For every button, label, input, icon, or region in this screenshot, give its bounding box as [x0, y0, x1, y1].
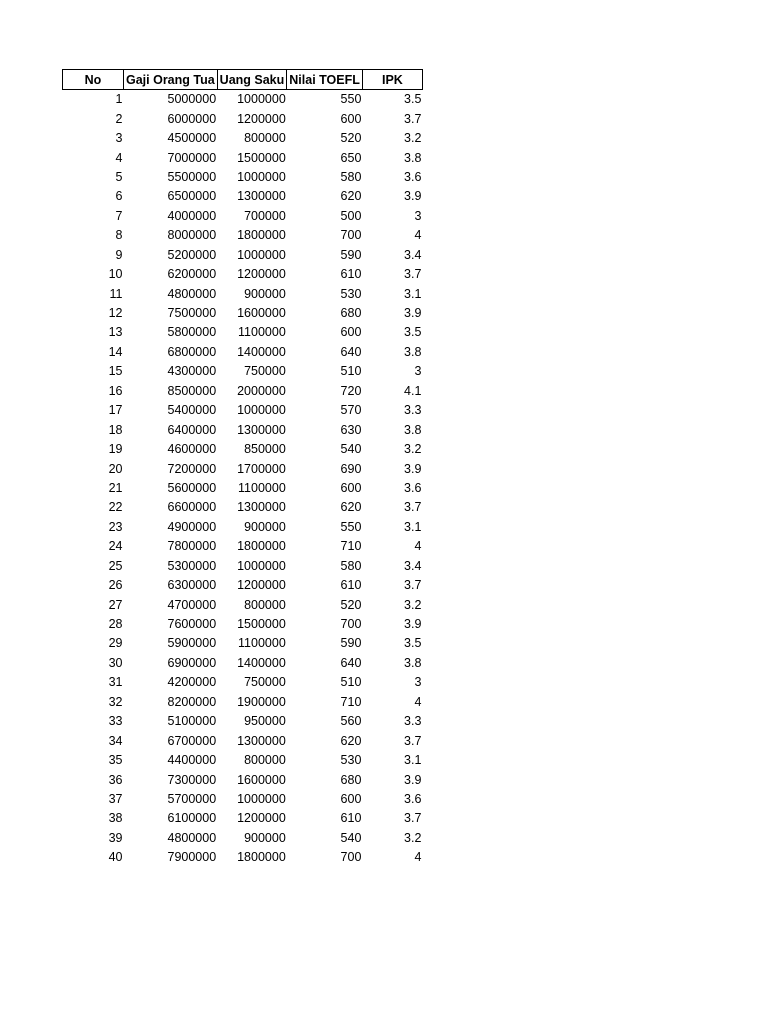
- cell-gaji-orang-tua[interactable]: 4600000: [167, 442, 217, 457]
- cell-nilai-toefl[interactable]: 620: [340, 733, 362, 748]
- cell-uang-saku[interactable]: 1900000: [237, 694, 286, 709]
- cell-uang-saku[interactable]: 1800000: [237, 539, 286, 554]
- cell-uang-saku[interactable]: 1500000: [237, 150, 286, 165]
- cell-no[interactable]: 24: [108, 539, 123, 554]
- cell-gaji-orang-tua[interactable]: 6600000: [167, 500, 217, 515]
- cell-no[interactable]: 8: [115, 228, 123, 243]
- table-row: [63, 557, 423, 576]
- cell-ipk[interactable]: 3.8: [404, 344, 422, 359]
- cell-nilai-toefl[interactable]: 600: [340, 111, 362, 126]
- cell-gaji-orang-tua[interactable]: 5600000: [167, 480, 217, 495]
- table-row: [63, 615, 423, 634]
- cell-nilai-toefl[interactable]: 570: [340, 403, 362, 418]
- cell-uang-saku[interactable]: 850000: [244, 442, 286, 457]
- table-row: [63, 148, 423, 167]
- cell-nilai-toefl[interactable]: 700: [340, 617, 362, 632]
- cell-no[interactable]: 13: [108, 325, 123, 340]
- cell-gaji-orang-tua[interactable]: 6100000: [167, 811, 217, 826]
- header-gaji-orang-tua[interactable]: [124, 70, 218, 90]
- cell-gaji-orang-tua[interactable]: 7300000: [167, 772, 217, 787]
- cell-uang-saku[interactable]: 1200000: [237, 811, 286, 826]
- table-header: [63, 70, 423, 90]
- cell-ipk[interactable]: 3.5: [404, 636, 422, 651]
- cell-ipk[interactable]: 3.1: [404, 286, 422, 301]
- cell-uang-saku[interactable]: 1400000: [237, 344, 286, 359]
- cell-ipk[interactable]: 3.8: [404, 655, 422, 670]
- cell-ipk[interactable]: 3.9: [404, 189, 422, 204]
- table-row: [63, 479, 423, 498]
- table-row: [63, 654, 423, 673]
- data-sheet: [62, 69, 423, 868]
- cell-gaji-orang-tua[interactable]: 5500000: [167, 169, 217, 184]
- cell-no[interactable]: 1: [115, 92, 123, 107]
- cell-no[interactable]: 30: [108, 655, 123, 670]
- cell-uang-saku[interactable]: 1000000: [237, 558, 286, 573]
- cell-no[interactable]: 22: [108, 500, 123, 515]
- cell-nilai-toefl[interactable]: 640: [340, 655, 362, 670]
- cell-nilai-toefl[interactable]: 680: [340, 306, 362, 321]
- cell-nilai-toefl[interactable]: 530: [340, 753, 362, 768]
- cell-ipk[interactable]: 4: [414, 228, 422, 243]
- cell-uang-saku[interactable]: 1600000: [237, 306, 286, 321]
- cell-ipk[interactable]: 3.7: [404, 578, 422, 593]
- cell-no[interactable]: 29: [108, 636, 123, 651]
- cell-gaji-orang-tua[interactable]: 5000000: [167, 92, 217, 107]
- cell-no[interactable]: 28: [108, 617, 123, 632]
- cell-nilai-toefl[interactable]: 590: [340, 636, 362, 651]
- table-row: [63, 751, 423, 770]
- header-no[interactable]: No: [63, 70, 124, 90]
- cell-ipk[interactable]: 3.7: [404, 111, 422, 126]
- table-row: [63, 187, 423, 206]
- cell-no[interactable]: 5: [115, 169, 123, 184]
- cell-nilai-toefl[interactable]: 580: [340, 169, 362, 184]
- table-row: [63, 498, 423, 517]
- cell-no[interactable]: 16: [108, 383, 123, 398]
- table-row: [63, 440, 423, 459]
- cell-ipk[interactable]: 3: [414, 675, 422, 690]
- cell-no[interactable]: 12: [108, 306, 123, 321]
- cell-ipk[interactable]: 3.4: [404, 247, 422, 262]
- cell-gaji-orang-tua[interactable]: 6700000: [167, 733, 217, 748]
- cell-uang-saku[interactable]: 2000000: [237, 383, 286, 398]
- cell-no[interactable]: 20: [108, 461, 123, 476]
- table-row: [63, 537, 423, 556]
- table-row: [63, 576, 423, 595]
- cell-no[interactable]: 35: [108, 753, 123, 768]
- cell-nilai-toefl[interactable]: 710: [340, 694, 362, 709]
- cell-uang-saku[interactable]: 1500000: [237, 617, 286, 632]
- cell-nilai-toefl[interactable]: 610: [340, 267, 362, 282]
- cell-uang-saku[interactable]: 1200000: [237, 578, 286, 593]
- cell-nilai-toefl[interactable]: 510: [340, 364, 362, 379]
- cell-no[interactable]: 31: [108, 675, 123, 690]
- cell-gaji-orang-tua[interactable]: 6500000: [167, 189, 217, 204]
- cell-gaji-orang-tua[interactable]: 7200000: [167, 461, 217, 476]
- cell-nilai-toefl[interactable]: 560: [340, 714, 362, 729]
- table-row: [63, 693, 423, 712]
- table-row: [63, 518, 423, 537]
- table-row: [63, 731, 423, 750]
- table-row: [63, 809, 423, 828]
- cell-nilai-toefl[interactable]: 520: [340, 597, 362, 612]
- cell-gaji-orang-tua[interactable]: 7600000: [167, 617, 217, 632]
- table-row: [63, 304, 423, 323]
- cell-gaji-orang-tua[interactable]: 5200000: [167, 247, 217, 262]
- cell-uang-saku[interactable]: 1100000: [238, 325, 286, 340]
- cell-no[interactable]: 6: [115, 189, 123, 204]
- cell-gaji-orang-tua[interactable]: 8500000: [167, 383, 217, 398]
- cell-nilai-toefl[interactable]: 590: [340, 247, 362, 262]
- cell-gaji-orang-tua[interactable]: 4500000: [167, 131, 217, 146]
- cell-gaji-orang-tua[interactable]: 5700000: [167, 791, 217, 806]
- cell-ipk[interactable]: 3.9: [404, 461, 422, 476]
- cell-ipk[interactable]: 3.8: [404, 150, 422, 165]
- cell-gaji-orang-tua[interactable]: 6000000: [167, 111, 217, 126]
- table-row: [63, 848, 423, 867]
- cell-uang-saku[interactable]: 1400000: [237, 655, 286, 670]
- cell-ipk[interactable]: 3.6: [404, 791, 422, 806]
- cell-ipk[interactable]: 3.3: [404, 403, 422, 418]
- cell-uang-saku[interactable]: 1000000: [237, 247, 286, 262]
- cell-no[interactable]: 11: [109, 286, 123, 301]
- cell-gaji-orang-tua[interactable]: 5800000: [167, 325, 217, 340]
- cell-no[interactable]: 40: [108, 850, 123, 865]
- cell-no[interactable]: 15: [108, 364, 123, 379]
- cell-ipk[interactable]: 3.9: [404, 772, 422, 787]
- table-row: [63, 226, 423, 245]
- cell-gaji-orang-tua[interactable]: 4300000: [167, 364, 217, 379]
- table-row: [63, 207, 423, 226]
- table-row: [63, 459, 423, 478]
- cell-gaji-orang-tua[interactable]: 4000000: [167, 208, 217, 223]
- cell-uang-saku[interactable]: 1300000: [237, 189, 286, 204]
- table-row: [63, 401, 423, 420]
- cell-no[interactable]: 27: [108, 597, 123, 612]
- cell-no[interactable]: 18: [108, 422, 123, 437]
- cell-nilai-toefl[interactable]: 610: [340, 811, 362, 826]
- cell-uang-saku[interactable]: 700000: [244, 208, 286, 223]
- cell-uang-saku[interactable]: 1700000: [237, 461, 286, 476]
- cell-uang-saku[interactable]: 950000: [244, 714, 286, 729]
- cell-gaji-orang-tua[interactable]: 8200000: [167, 694, 217, 709]
- cell-ipk[interactable]: 3: [414, 208, 422, 223]
- cell-ipk[interactable]: 3.2: [404, 597, 422, 612]
- cell-ipk[interactable]: 3: [414, 364, 422, 379]
- cell-uang-saku[interactable]: 1000000: [237, 791, 286, 806]
- cell-ipk[interactable]: 3.1: [404, 519, 422, 534]
- cell-ipk[interactable]: 3.7: [404, 500, 422, 515]
- cell-gaji-orang-tua[interactable]: 6900000: [167, 655, 217, 670]
- cell-nilai-toefl[interactable]: 500: [340, 208, 362, 223]
- cell-uang-saku[interactable]: 1800000: [237, 850, 286, 865]
- cell-uang-saku[interactable]: 1300000: [237, 733, 286, 748]
- cell-ipk[interactable]: 3.8: [404, 422, 422, 437]
- data-table: [62, 69, 423, 868]
- cell-nilai-toefl[interactable]: 610: [340, 578, 362, 593]
- cell-nilai-toefl[interactable]: 620: [340, 189, 362, 204]
- cell-uang-saku[interactable]: 1200000: [237, 111, 286, 126]
- cell-no[interactable]: 26: [108, 578, 123, 593]
- table-row: [63, 168, 423, 187]
- cell-no[interactable]: 21: [108, 480, 123, 495]
- table-row: [63, 790, 423, 809]
- cell-nilai-toefl[interactable]: 540: [340, 442, 362, 457]
- cell-no[interactable]: 36: [108, 772, 123, 787]
- cell-gaji-orang-tua[interactable]: 4900000: [167, 519, 217, 534]
- cell-uang-saku[interactable]: 800000: [244, 597, 286, 612]
- table-row: [63, 634, 423, 653]
- cell-nilai-toefl[interactable]: 700: [340, 850, 362, 865]
- cell-nilai-toefl[interactable]: 580: [340, 558, 362, 573]
- cell-ipk[interactable]: 3.2: [404, 830, 422, 845]
- cell-uang-saku[interactable]: 800000: [244, 131, 286, 146]
- cell-ipk[interactable]: 3.3: [404, 714, 422, 729]
- header-ipk[interactable]: IPK: [362, 70, 422, 90]
- header-gaji-orang-tua-label: Gaji Orang Tua: [126, 72, 215, 87]
- cell-gaji-orang-tua[interactable]: 7500000: [167, 306, 217, 321]
- cell-uang-saku[interactable]: 1800000: [237, 228, 286, 243]
- cell-ipk[interactable]: 3.7: [404, 811, 422, 826]
- table-row: [63, 382, 423, 401]
- cell-nilai-toefl[interactable]: 620: [340, 500, 362, 515]
- table-row: [63, 343, 423, 362]
- cell-ipk[interactable]: 3.4: [404, 558, 422, 573]
- cell-nilai-toefl[interactable]: 600: [340, 325, 362, 340]
- cell-nilai-toefl[interactable]: 530: [340, 286, 362, 301]
- cell-uang-saku[interactable]: 1300000: [237, 422, 286, 437]
- cell-nilai-toefl[interactable]: 710: [340, 539, 362, 554]
- cell-uang-saku[interactable]: 900000: [244, 286, 286, 301]
- cell-nilai-toefl[interactable]: 540: [340, 830, 362, 845]
- cell-no[interactable]: 33: [108, 714, 123, 729]
- cell-ipk[interactable]: 3.5: [404, 325, 422, 340]
- header-nilai-toefl[interactable]: Nilai TOEFL: [287, 70, 363, 90]
- cell-gaji-orang-tua[interactable]: 4200000: [167, 675, 217, 690]
- cell-nilai-toefl[interactable]: 640: [340, 344, 362, 359]
- cell-uang-saku[interactable]: 1300000: [237, 500, 286, 515]
- cell-uang-saku[interactable]: 800000: [244, 753, 286, 768]
- table-row: [63, 246, 423, 265]
- cell-gaji-orang-tua[interactable]: 7800000: [167, 539, 217, 554]
- cell-ipk[interactable]: 4: [414, 539, 422, 554]
- cell-nilai-toefl[interactable]: 510: [340, 675, 362, 690]
- cell-nilai-toefl[interactable]: 690: [340, 461, 362, 476]
- cell-gaji-orang-tua[interactable]: 6200000: [167, 267, 217, 282]
- cell-nilai-toefl[interactable]: 700: [340, 228, 362, 243]
- cell-uang-saku[interactable]: 1000000: [237, 169, 286, 184]
- cell-nilai-toefl[interactable]: 520: [340, 131, 362, 146]
- cell-ipk[interactable]: 3.9: [404, 617, 422, 632]
- cell-gaji-orang-tua[interactable]: 5400000: [167, 403, 217, 418]
- cell-nilai-toefl[interactable]: 630: [340, 422, 362, 437]
- cell-ipk[interactable]: 4.1: [404, 383, 422, 398]
- cell-ipk[interactable]: 3.7: [404, 733, 422, 748]
- cell-nilai-toefl[interactable]: 600: [340, 480, 362, 495]
- cell-uang-saku[interactable]: 1100000: [238, 636, 286, 651]
- cell-gaji-orang-tua[interactable]: 5300000: [167, 558, 217, 573]
- cell-ipk[interactable]: 4: [414, 850, 422, 865]
- cell-ipk[interactable]: 3.7: [404, 267, 422, 282]
- cell-no[interactable]: 10: [108, 267, 123, 282]
- cell-no[interactable]: 14: [108, 344, 123, 359]
- cell-uang-saku[interactable]: 1200000: [237, 267, 286, 282]
- cell-uang-saku[interactable]: 900000: [244, 519, 286, 534]
- table-row: [63, 673, 423, 692]
- cell-no[interactable]: 38: [108, 811, 123, 826]
- cell-no[interactable]: 25: [108, 558, 123, 573]
- cell-gaji-orang-tua[interactable]: 7000000: [167, 150, 217, 165]
- cell-no[interactable]: 34: [108, 733, 123, 748]
- table-row: [63, 595, 423, 614]
- table-row: [63, 362, 423, 381]
- cell-ipk[interactable]: 4: [414, 694, 422, 709]
- cell-no[interactable]: 39: [108, 830, 123, 845]
- cell-nilai-toefl[interactable]: 680: [340, 772, 362, 787]
- cell-ipk[interactable]: 3.1: [404, 753, 422, 768]
- table-row: [63, 109, 423, 128]
- cell-gaji-orang-tua[interactable]: 4800000: [167, 286, 217, 301]
- cell-uang-saku[interactable]: 1100000: [238, 480, 286, 495]
- cell-uang-saku[interactable]: 1000000: [237, 92, 286, 107]
- cell-no[interactable]: 19: [108, 442, 123, 457]
- table-row: [63, 129, 423, 148]
- cell-ipk[interactable]: 3.9: [404, 306, 422, 321]
- cell-nilai-toefl[interactable]: 600: [340, 791, 362, 806]
- cell-nilai-toefl[interactable]: 550: [340, 519, 362, 534]
- cell-no[interactable]: 17: [108, 403, 123, 418]
- table-row: [63, 90, 423, 110]
- cell-uang-saku[interactable]: 750000: [244, 364, 286, 379]
- table-row: [63, 712, 423, 731]
- cell-no[interactable]: 3: [115, 131, 123, 146]
- table-row: [63, 284, 423, 303]
- cell-gaji-orang-tua[interactable]: 5900000: [167, 636, 217, 651]
- cell-no[interactable]: 9: [115, 247, 123, 262]
- cell-ipk[interactable]: 3.2: [404, 131, 422, 146]
- cell-ipk[interactable]: 3.5: [404, 92, 422, 107]
- header-uang-saku[interactable]: Uang Saku: [217, 70, 287, 90]
- table-row: [63, 420, 423, 439]
- cell-gaji-orang-tua[interactable]: 4400000: [167, 753, 217, 768]
- cell-uang-saku[interactable]: 1000000: [237, 403, 286, 418]
- cell-gaji-orang-tua[interactable]: 6300000: [167, 578, 217, 593]
- cell-gaji-orang-tua[interactable]: 4800000: [167, 830, 217, 845]
- table-row: [63, 265, 423, 284]
- cell-ipk[interactable]: 3.2: [404, 442, 422, 457]
- cell-no[interactable]: 4: [115, 150, 123, 165]
- cell-ipk[interactable]: 3.6: [404, 480, 422, 495]
- table-row: [63, 770, 423, 789]
- cell-uang-saku[interactable]: 900000: [244, 830, 286, 845]
- cell-gaji-orang-tua[interactable]: 8000000: [167, 228, 217, 243]
- cell-uang-saku[interactable]: 750000: [244, 675, 286, 690]
- cell-nilai-toefl[interactable]: 650: [340, 150, 362, 165]
- cell-nilai-toefl[interactable]: 720: [340, 383, 362, 398]
- cell-no[interactable]: 23: [108, 519, 123, 534]
- table-row: [63, 829, 423, 848]
- table-body: [63, 90, 423, 868]
- cell-no[interactable]: 2: [115, 111, 123, 126]
- cell-gaji-orang-tua[interactable]: 4700000: [167, 597, 217, 612]
- cell-no[interactable]: 37: [108, 791, 123, 806]
- table-row: [63, 323, 423, 342]
- cell-no[interactable]: 32: [108, 694, 123, 709]
- cell-no[interactable]: 7: [115, 208, 123, 223]
- cell-ipk[interactable]: 3.6: [404, 169, 422, 184]
- cell-gaji-orang-tua[interactable]: 6400000: [167, 422, 217, 437]
- cell-gaji-orang-tua[interactable]: 5100000: [167, 714, 217, 729]
- cell-gaji-orang-tua[interactable]: 7900000: [167, 850, 217, 865]
- header-row: [63, 70, 423, 90]
- cell-nilai-toefl[interactable]: 550: [340, 92, 362, 107]
- cell-gaji-orang-tua[interactable]: 6800000: [167, 344, 217, 359]
- cell-uang-saku[interactable]: 1600000: [237, 772, 286, 787]
